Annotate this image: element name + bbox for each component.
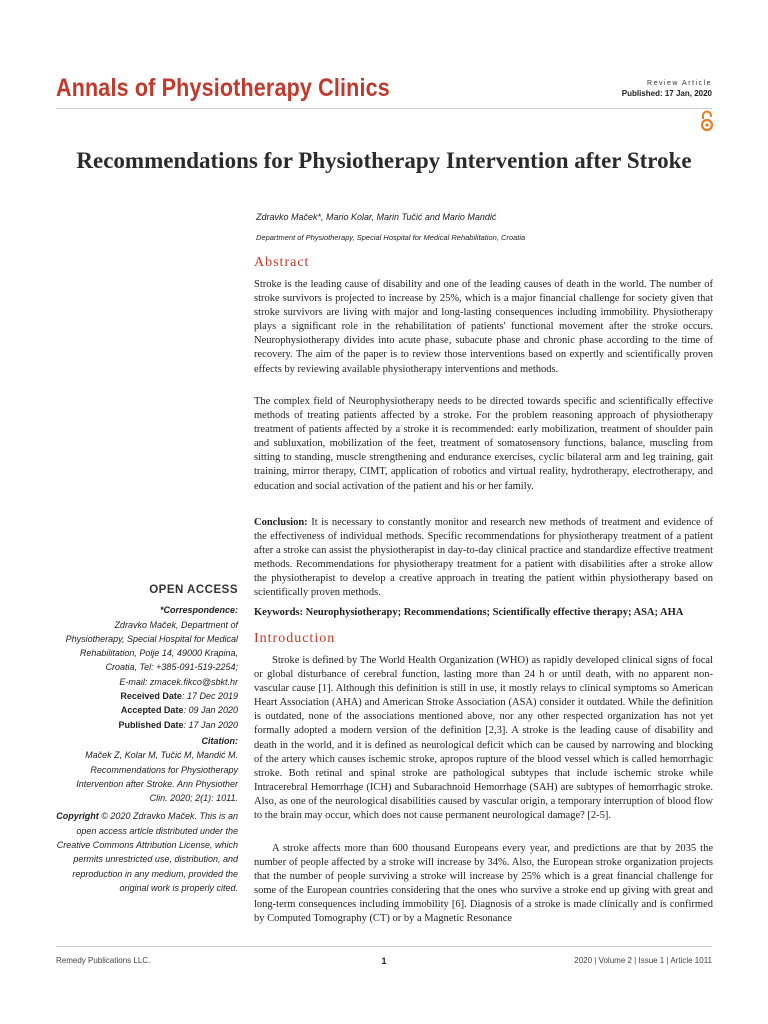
abstract-text-1: Stroke is the leading cause of disability and one of the leading causes of death in the world. The number of stroke survivors is projected to increase by 25%, which is a major financial challenge for society given that stroke survivors are living with major and long-lasting consequences including immobility. Physiotherapy plays a significant role in the rehabilitation of patients' functional movement after the stroke occurs. Neurophysiotherapy divides into acute phase, subacute phase and chronic phase according to the time of recovery. The aim of the paper is to review those interventions based on expertly and scientifically proven effects by reviewing available physiotherapy interventions and methods. [254, 279, 713, 375]
open-access-icon [700, 110, 714, 132]
copyright-notice: Copyright © 2020 Zdravko Maček. This is an open access article distributed under the Creative Commons Attribution License, which permits unrestricted use, distribution, and reproduction in any medium, provided the original work is properly cited. [56, 811, 238, 893]
journal-title: Annals of Physiotherapy Clinics [56, 74, 390, 102]
introduction-heading: Introduction [254, 631, 336, 646]
affiliation: Department of Physiotherapy, Special Hospital for Medical Rehabilitation, Croatia [256, 233, 526, 242]
footer-divider [56, 946, 712, 947]
conclusion-text: It is necessary to constantly monitor and research new methods of treatment and evidence of the effectiveness of individual methods. Specific recommendations for physiotherapy treatment of a patient after a stroke can assist the physiotherapist in day-to-day clinical practice and standardize effective treatment methods. Recommendations for physiotherapy treatment for a patient with disabilities after a stroke allow the physiotherapist to develop a creative approach in treating the patient within physiotherapy based on scientifically proven methods. [254, 517, 713, 599]
conclusion-label: Conclusion: [254, 517, 308, 528]
email[interactable]: E-mail: zmacek.fikco@sbkt.hr [119, 676, 238, 687]
article-meta [622, 80, 712, 98]
conclusion-paragraph [254, 516, 713, 601]
citation-label: Citation: [201, 735, 238, 746]
keywords: Keywords: Neurophysiotherapy; Recommendations; Scientifically effective therapy; ASA; AHA [254, 607, 684, 618]
open-access-label: OPEN ACCESS [149, 584, 238, 596]
abstract-text-2: The complex field of Neurophysiotherapy needs to be directed towards specific and scientifically effective methods of treating patients affected by a stroke. For the problem reasoning approach of physiotherapy treatment of patients affected by a stroke it is recommended: early mobilization, treatment of shoulder pain and subluxation, mobilization of the feet, treatment of somatosensory functions, balance, muscling from sitting to standing, muscle strengthening and endurance exercises, cyclic bilateral arm and leg training, gait training, mirror therapy, CIMT, application of robotics and virtual reality, hydrotherapy, electrotherapy, and education and social activation of the patient and his or her family. [254, 396, 713, 492]
intro-paragraph-1 [254, 654, 713, 823]
sidebar [56, 583, 238, 895]
intro-text-1: Stroke is defined by The World Health Organization (WHO) as rapidly developed clinical signs of focal or global disturbance of cerebral function, lasting more than 24 h or until death, with no apparent non-vascular cause [1]. Although this definition is still in use, it mostly relays to clinical symptoms so American Heart Association (AHA) and American Stroke Association (ASA) consider it outdated. While the definition is outdated, none of the associations mentioned above, nor any other respected organization has not yet formally adopted a modern version of the definition [2,3]. A stroke is the leading cause of disability and death in the world, and it is defined as neurological deficit which can be caused by narrowing and blocking of the artery which causes ischemic stroke, apropos rupture of the blood vessel which is called hemorrhagic stroke. Both retinal and spinal stroke are pathological subtypes that include ischemic stroke while Intracerebral Hemorrhage (ICH) and Subarachnoid Hemorrhage (SAH) are subtypes of hemorrhagic stroke. Also, as one of the neurological disabilities caused by vascular origin, a temporary interruption of blood flow to the brain may occur, which does not cause permanent neurological damage? [2-5]. [254, 655, 713, 822]
abstract-paragraph-1 [254, 278, 713, 377]
article-type: Review Article [647, 80, 712, 87]
issue-info: 2020 | Volume 2 | Issue 1 | Article 1011 [574, 956, 712, 965]
correspondence-text: Zdravko Maček, Department of Physiotherapy, Special Hospital for Medical Rehabilitation, Polje 14, 49000 Krapina, Croatia, Tel: +385-091-519-2254; [65, 619, 238, 673]
published-date-sidebar: Published Date: 17 Jan 2020 [118, 719, 238, 730]
author-list: Zdravko Maček*, Mario Kolar, Marin Tučić and Mario Mandić [256, 212, 497, 222]
paper-title: Recommendations for Physiotherapy Intervention after Stroke [76, 148, 692, 173]
header-divider [56, 108, 712, 109]
abstract-heading: Abstract [254, 255, 310, 270]
intro-text-2: A stroke affects more than 600 thousand Europeans every year, and predictions are that by 2035 the number of people affected by a stroke will increase by 34%. Also, the European stroke organization projects that the number of people surviving a stroke will increase by 25% which is a great financial challenge for some of the European countries considering that the ones who survive a stroke end up giving with great and long-term consequences including immobility [6]. Diagnosis of a stroke is made clinically and is confirmed by Computed Tomography (CT) or by a Magnetic Resonance [254, 843, 713, 925]
correspondence-label: *Correspondence: [159, 605, 238, 616]
received-date: Received Date: 17 Dec 2019 [120, 691, 238, 702]
accepted-date: Accepted Date: 09 Jan 2020 [120, 705, 238, 716]
intro-paragraph-2 [254, 842, 713, 927]
abstract-paragraph-2 [254, 395, 713, 494]
page-number: 1 [381, 956, 387, 966]
published-date: Published: 17 Jan, 2020 [621, 89, 712, 98]
keywords-block [254, 606, 713, 620]
publisher-name: Remedy Publications LLC. [56, 956, 151, 965]
citation-text: Maček Z, Kolar M, Tučić M, Mandić M. Recommendations for Physiotherapy Intervention after Stroke. Ann Physiother Clin. 2020; 2(1): 1011. [76, 750, 238, 804]
